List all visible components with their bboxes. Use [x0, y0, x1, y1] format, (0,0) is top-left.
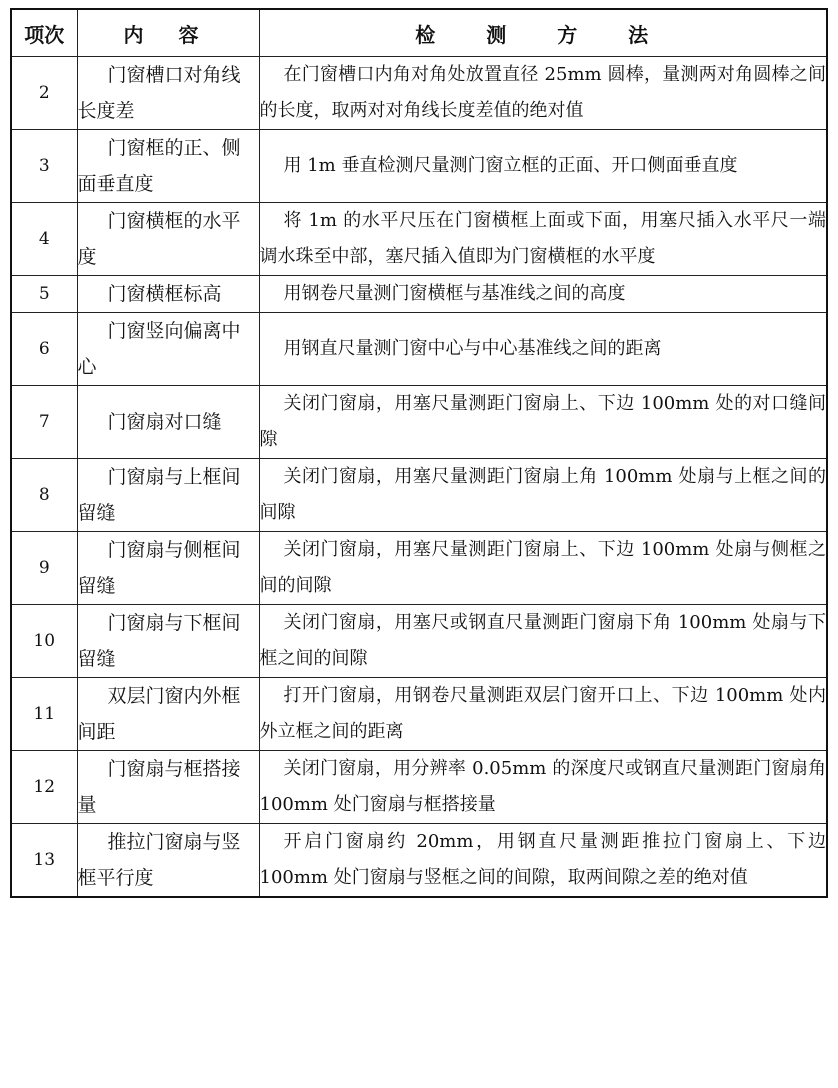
row-number: 7 [11, 386, 77, 459]
table-row [11, 276, 827, 313]
row-content: 双层门窗内外框间距 [77, 678, 259, 751]
table-row [11, 57, 827, 130]
row-method: 关闭门窗扇，用塞尺量测距门窗扇上角 100mm 处扇与上框之间的间隙 [259, 459, 827, 532]
table-header-row [11, 9, 827, 57]
row-number: 3 [11, 130, 77, 203]
header-item-number: 项次 [11, 9, 77, 57]
row-method: 用 1m 垂直检测尺量测门窗立框的正面、开口侧面垂直度 [259, 130, 827, 203]
row-method: 关闭门窗扇，用塞尺量测距门窗扇上、下边 100mm 处的对口缝间隙 [259, 386, 827, 459]
row-method: 在门窗槽口内角对角处放置直径 25mm 圆棒，量测两对角圆棒之间的长度，取两对对角线长度差值的绝对值 [259, 57, 827, 130]
table-row [11, 824, 827, 898]
row-content: 门窗扇与下框间留缝 [77, 605, 259, 678]
row-content: 门窗横框的水平度 [77, 203, 259, 276]
row-method: 关闭门窗扇，用塞尺量测距门窗扇上、下边 100mm 处扇与侧框之间的间隙 [259, 532, 827, 605]
row-number: 13 [11, 824, 77, 898]
table-row [11, 751, 827, 824]
row-method: 打开门窗扇，用钢卷尺量测距双层门窗开口上、下边 100mm 处内外立框之间的距离 [259, 678, 827, 751]
row-content: 门窗扇与上框间留缝 [77, 459, 259, 532]
row-content: 推拉门窗扇与竖框平行度 [77, 824, 259, 898]
header-content: 内 容 [77, 9, 259, 57]
header-inspection-method: 检 测 方 法 [259, 9, 827, 57]
row-content: 门窗横框标高 [77, 276, 259, 313]
row-content: 门窗扇与框搭接量 [77, 751, 259, 824]
row-method: 开启门窗扇约 20mm，用钢直尺量测距推拉门窗扇上、下边 100mm 处门窗扇与竖框之间的间隙，取两间隙之差的绝对值 [259, 824, 827, 898]
row-content: 门窗扇与侧框间留缝 [77, 532, 259, 605]
row-number: 8 [11, 459, 77, 532]
table-row [11, 386, 827, 459]
table-row [11, 130, 827, 203]
row-content: 门窗槽口对角线长度差 [77, 57, 259, 130]
row-method: 关闭门窗扇，用塞尺或钢直尺量测距门窗扇下角 100mm 处扇与下框之间的间隙 [259, 605, 827, 678]
row-method: 关闭门窗扇，用分辨率 0.05mm 的深度尺或钢直尺量测距门窗扇角 100mm 处门窗扇与框搭接量 [259, 751, 827, 824]
table-row [11, 532, 827, 605]
row-number: 4 [11, 203, 77, 276]
row-content: 门窗竖向偏离中心 [77, 313, 259, 386]
table-row [11, 605, 827, 678]
table-row [11, 459, 827, 532]
row-number: 12 [11, 751, 77, 824]
row-number: 9 [11, 532, 77, 605]
table-row [11, 203, 827, 276]
row-number: 10 [11, 605, 77, 678]
row-number: 2 [11, 57, 77, 130]
row-number: 6 [11, 313, 77, 386]
inspection-methods-table [10, 8, 828, 898]
row-content: 门窗框的正、侧面垂直度 [77, 130, 259, 203]
row-content: 门窗扇对口缝 [77, 386, 259, 459]
row-method: 用钢卷尺量测门窗横框与基准线之间的高度 [259, 276, 827, 313]
table-row [11, 678, 827, 751]
row-number: 5 [11, 276, 77, 313]
row-number: 11 [11, 678, 77, 751]
document-page [10, 8, 828, 898]
row-method: 将 1m 的水平尺压在门窗横框上面或下面，用塞尺插入水平尺一端调水珠至中部，塞尺插入值即为门窗横框的水平度 [259, 203, 827, 276]
row-method: 用钢直尺量测门窗中心与中心基准线之间的距离 [259, 313, 827, 386]
table-row [11, 313, 827, 386]
